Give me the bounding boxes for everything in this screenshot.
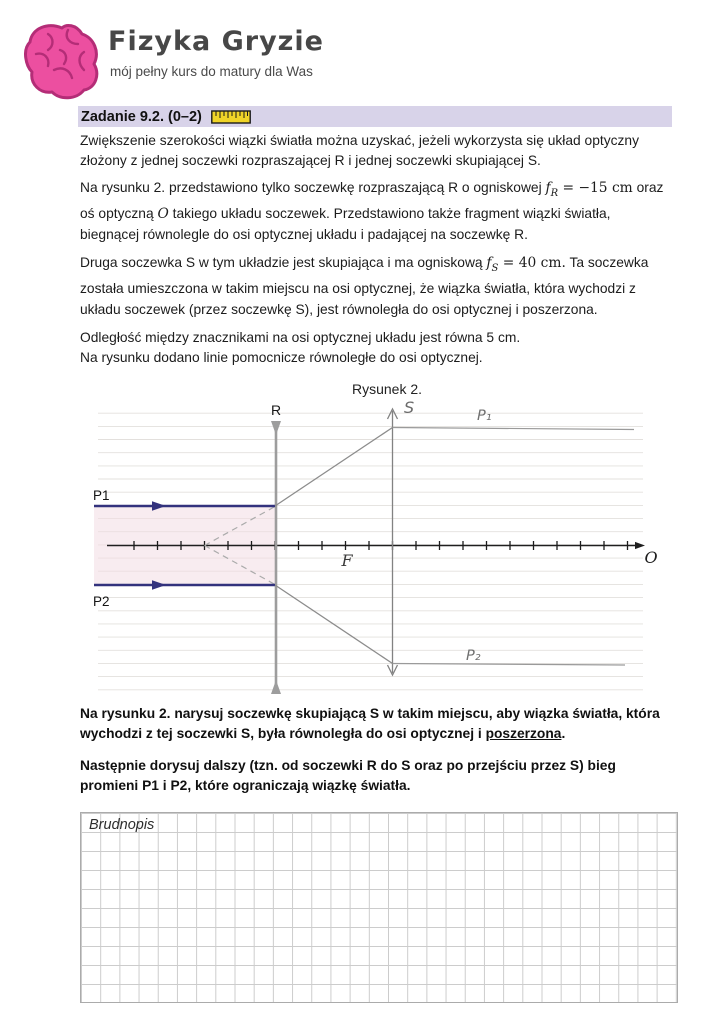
text-run: Na rysunku 2. przedstawiono tylko soczewkę rozpraszającą R o ogniskowej: [80, 180, 546, 195]
axis-label: O: [644, 548, 658, 567]
text-run: oraz oś optyczną: [80, 180, 664, 222]
underlined-word: poszerzona: [485, 726, 562, 742]
math-sub-s: S: [491, 262, 499, 274]
scale-note-line1: Odległość między znacznikami na osi optycznej układu jest równa 5 cm.: [80, 330, 521, 345]
math-f: f: [545, 180, 551, 196]
outgoing-ray-p1-label: P₁: [477, 408, 492, 424]
focal-length-r: [545, 180, 633, 199]
ray-p1-label: P1: [93, 488, 110, 503]
outgoing-ray-upper: [393, 428, 635, 430]
figure-caption: Rysunek 2.: [351, 381, 423, 397]
math-f: f: [486, 255, 492, 271]
focus-label: F: [341, 551, 353, 570]
brand-subtitle: mój pełny kurs do matury dla Was: [110, 64, 313, 79]
task-number-label: Zadanie 9.2. (0–2): [81, 108, 202, 125]
lens-r-top-arrowhead: [271, 421, 281, 435]
math-value: = 40 cm.: [498, 255, 566, 271]
scratchpad-grid: [80, 812, 678, 1003]
brain-logo-icon: [24, 20, 100, 102]
scratchpad-label: Brudnopis: [89, 817, 155, 833]
paragraph-lens-s: [80, 253, 673, 320]
helper-lines-note-line2: Na rysunku dodano linie pomocnicze równoległe do osi optycznej.: [80, 350, 483, 366]
ray-p2-label: P2: [93, 594, 110, 609]
text-run: takiego układu soczewek. Przedstawiono także fragment wiązki światła, biegnącej równolegle do osi optycznej układu i padającej na soczewkę R.: [80, 206, 611, 242]
lens-r-label: R: [270, 402, 282, 418]
text-run: Na rysunku 2. narysuj soczewkę skupiającą S w takim miejscu, aby wiązka światła, która wychodzi z tej soczewki S, była równoległa do osi optycznej i: [80, 706, 660, 742]
paragraph-scale: [80, 328, 673, 369]
instruction-draw-lens: [80, 704, 673, 745]
paragraph-intro: Zwiększenie szerokości wiązki światła można uzyskać, jeżeli wykorzysta się układ optyczny złożony z jednej soczewki rozpraszającej R i jednej soczewki skupiającej S.: [80, 133, 639, 169]
axis-symbol: O: [157, 206, 169, 223]
focal-length-s: [486, 255, 566, 274]
text-run: Druga soczewka S w tym układzie jest skupiająca i ma ogniskową: [80, 255, 487, 270]
task-header-bar: [78, 106, 672, 127]
outgoing-ray-p2-label: P₂: [466, 648, 481, 664]
ruler-icon: [211, 110, 251, 124]
lens-s-label: S: [404, 398, 415, 417]
instruction-draw-rays: Następnie dorysuj dalszy (tzn. od soczewki R do S oraz po przejściu przez S) bieg promieni P1 i P2, które ograniczają wiązkę światła.: [80, 758, 616, 794]
math-value: = −15 cm: [558, 180, 633, 196]
paragraph-lens-r: [80, 178, 673, 245]
text-run: .: [561, 726, 566, 742]
figure-rysunek-2: [0, 380, 720, 702]
brand-title: Fizyka Gryzie: [108, 26, 324, 57]
math-sub-r: R: [550, 187, 559, 199]
lens-r-bottom-arrowhead: [271, 680, 281, 694]
text-run: Ta soczewka została umieszczona w takim miejscu na osi optycznej, że wiązka światła, która wychodzi z układu soczewek (przez soczewkę S), jest równoległa do osi optycznej i poszerzona.: [80, 255, 649, 317]
